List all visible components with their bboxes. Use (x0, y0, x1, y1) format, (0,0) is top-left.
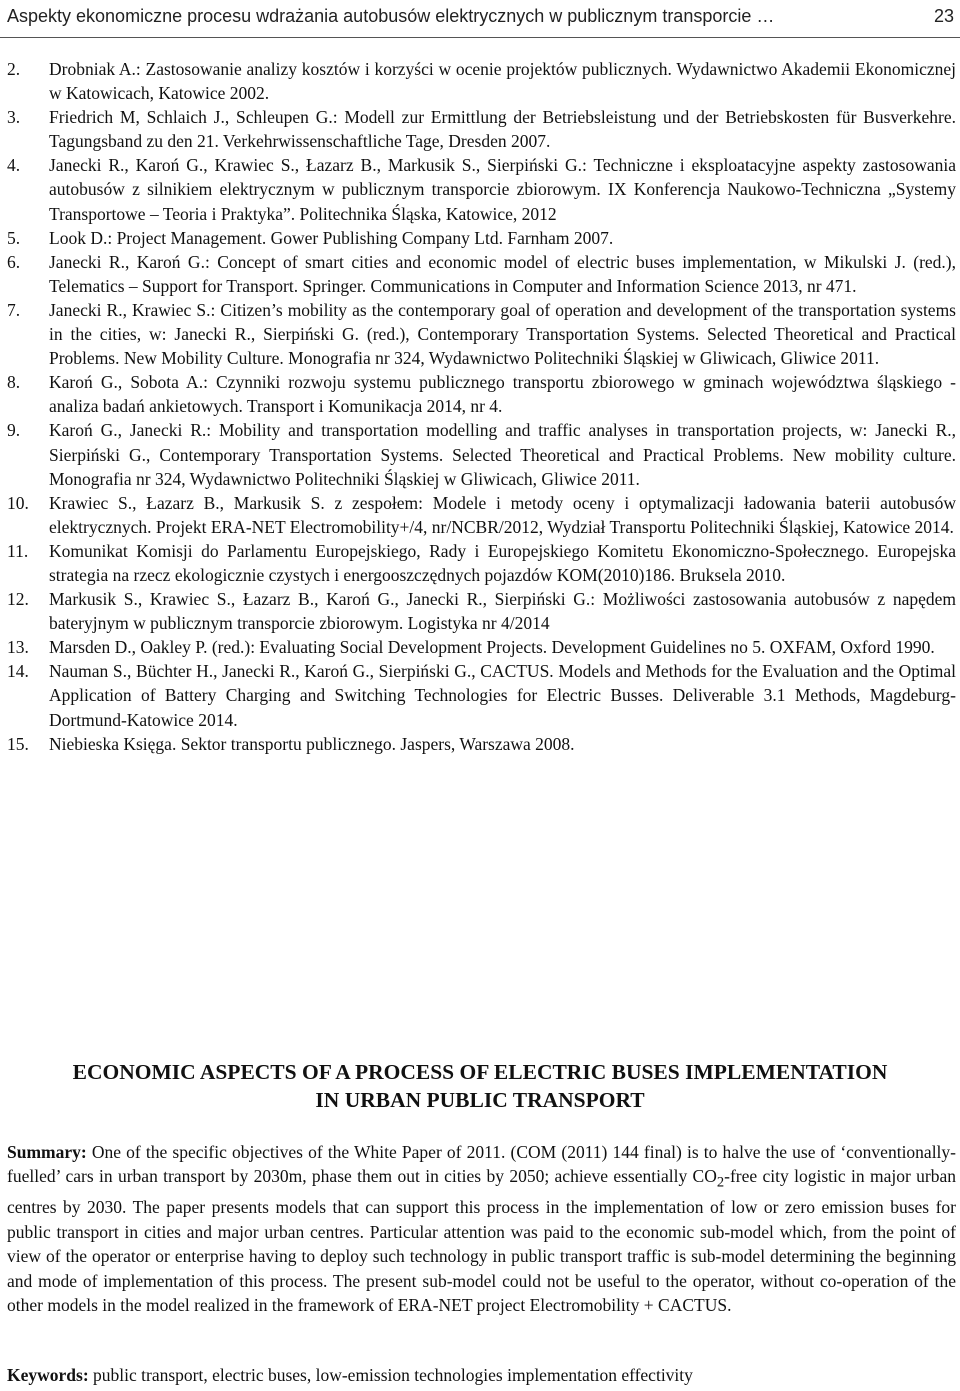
summary-label: Summary: (7, 1142, 87, 1162)
reference-text: Karoń G., Sobota A.: Czynniki rozwoju systemu publicznego transportu zbiorowego w gminach województwa śląskiego - analiza badań ankietowych. Transport i Komunikacja 2014, nr 4. (49, 372, 956, 417)
reference-number: 11. (7, 540, 29, 561)
english-title-line-2: IN URBAN PUBLIC TRANSPORT (315, 1088, 645, 1112)
reference-text: Markusik S., Krawiec S., Łazarz B., Karoń G., Janecki R., Sierpiński G.: Możliwości zastosowania autobusów z napędem bateryjnym w publicznym transporcie zbiorowym. Logistyka nr 4/2014 (49, 589, 956, 634)
summary-text-end: -free city logistic in major urban centres by 2030. The paper presents models that can support this process in the implementation of low or zero emission buses for public transport in cities and major urban centres. Particular attention was paid to the economic sub-model which, from the point of view of the operator or enterprise having to deploy such technology in public transport traffic is sub-model determining the beginning and mode of implementation of this process. The present sub-model could not be useful to the operator, without co-operation of the other models in the model realized in the framework of ERA-NET project Electromobility + CACTUS. (7, 1166, 956, 1315)
reference-text: Marsden D., Oakley P. (red.): Evaluating Social Development Projects. Development Guidelines no 5. OXFAM, Oxford 1990. (49, 637, 935, 658)
reference-item (7, 298, 956, 370)
reference-item (7, 587, 956, 635)
summary-text-start: One of the specific objectives of the White Paper of 2011. (COM (2011) 144 final) is to halve the use of ‘conventionally-fuelled’ cars in urban transport by 2030m, phase them out in cities by 2050; achieve essentially CO (7, 1142, 956, 1187)
reference-item (7, 250, 956, 298)
reference-text: Niebieska Księga. Sektor transportu publicznego. Jaspers, Warszawa 2008. (49, 733, 575, 754)
reference-number: 2. (7, 59, 21, 79)
reference-item (7, 418, 956, 490)
reference-item (7, 226, 956, 250)
reference-text: Krawiec S., Łazarz B., Markusik S. z zespołem: Modele i metody oceny i optymalizacji ładowania baterii autobusów elektrycznych. Projekt ERA-NET Electromobility+/4, nr/NCBR/2012, Wydział Transportu Politechniki Śląskiej, Katowice 2014. (49, 492, 956, 537)
reference-number: 10. (7, 492, 29, 513)
reference-text: Friedrich M, Schlaich J., Schleupen G.: Modell zur Ermittlung der Betriebsleistung und der Betriebskosten für Busverkehre. Tagungsband zu den 21. Verkehrwissenschaftliche Tage, Dresden 2007. (49, 107, 956, 152)
reference-text: Komunikat Komisji do Parlamentu Europejskiego, Rady i Europejskiego Komitetu Ekonomiczno-Społecznego. Europejska strategia na rzecz ekologicznie czystych i energooszczędnych pojazdów KOM(2010)186. Bruksela 2010. (49, 540, 956, 585)
reference-text: Karoń G., Janecki R.: Mobility and transportation modelling and traffic analyses in transportation projects, w: Janecki R., Sierpiński G., Contemporary Transportation Systems. Selected Theoretical and Practical Problems. New mobility culture. Monografia nr 324, Wydawnictwo Politechniki Śląskiej w Gliwicach, Gliwice 2011. (49, 420, 956, 489)
reference-list (7, 57, 956, 756)
reference-item (7, 732, 956, 756)
keywords-paragraph (7, 1363, 956, 1387)
running-header (0, 0, 960, 38)
reference-item (7, 539, 956, 587)
running-header-title: Aspekty ekonomiczne procesu wdrażania autobusów elektrycznych w publicznym transporcie … (7, 6, 775, 26)
reference-text: Janecki R., Karoń G.: Concept of smart cities and economic model of electric buses implementation, w Mikulski J. (red.), Telematics – Support for Transport. Springer. Communications in Computer and Information Science 2013, nr 471. (49, 251, 956, 296)
keywords-text: public transport, electric buses, low-emission technologies implementation effectivity (88, 1365, 693, 1385)
reference-text: Look D.: Project Management. Gower Publishing Company Ltd. Farnham 2007. (49, 227, 614, 248)
summary-paragraph (7, 1140, 956, 1317)
keywords-label: Keywords: (7, 1365, 89, 1385)
reference-number: 15. (7, 733, 29, 754)
reference-number: 13. (7, 637, 29, 658)
reference-item (7, 659, 956, 731)
reference-number: 9. (7, 420, 21, 441)
co2-subscript: 2 (716, 1174, 725, 1191)
reference-item (7, 635, 956, 659)
reference-item (7, 57, 956, 105)
reference-number: 7. (7, 299, 21, 320)
reference-item (7, 153, 956, 225)
reference-item (7, 370, 956, 418)
english-title (0, 1058, 960, 1114)
reference-number: 3. (7, 107, 21, 128)
page-number: 23 (933, 6, 954, 26)
reference-text: Janecki R., Karoń G., Krawiec S., Łazarz B., Markusik S., Sierpiński G.: Techniczne i eksploatacyjne aspekty zastosowania autobusów z silnikiem elektrycznym w publicznym transporcie zbiorowym. IX Konferencja Naukowo-Techniczna „Systemy Transportowe – Teoria i Praktyka”. Politechnika Śląska, Katowice, 2012 (49, 155, 956, 224)
reference-item (7, 105, 956, 153)
reference-text: Nauman S., Büchter H., Janecki R., Karoń G., Sierpiński G., CACTUS. Models and Methods for the Evaluation and the Optimal Application of Battery Charging and Switching Technologies for Electric Busses. Deliverable 3.1 Methods, Magdeburg-Dortmund-Katowice 2014. (49, 661, 956, 730)
reference-number: 12. (7, 589, 29, 610)
reference-number: 5. (7, 227, 21, 248)
reference-number: 14. (7, 661, 29, 682)
reference-text: Drobniak A.: Zastosowanie analizy kosztów i korzyści w ocenie projektów publicznych. Wydawnictwo Akademii Ekonomicznej w Katowicach, Katowice 2002. (49, 59, 956, 104)
reference-text: Janecki R., Krawiec S.: Citizen’s mobility as the contemporary goal of operation and development of the transportation systems in the cities, w: Janecki R., Sierpiński G. (red.), Contemporary Transportation Systems. Selected Theoretical and Practical Problems. New Mobility Culture. Monografia nr 324, Wydawnictwo Politechniki Śląskiej w Gliwicach, Gliwice 2011. (49, 299, 956, 369)
reference-number: 4. (7, 155, 21, 176)
reference-item (7, 491, 956, 539)
reference-number: 8. (7, 372, 21, 393)
reference-number: 6. (7, 251, 21, 272)
english-title-line-1: ECONOMIC ASPECTS OF A PROCESS OF ELECTRIC BUSES IMPLEMENTATION (72, 1060, 888, 1084)
